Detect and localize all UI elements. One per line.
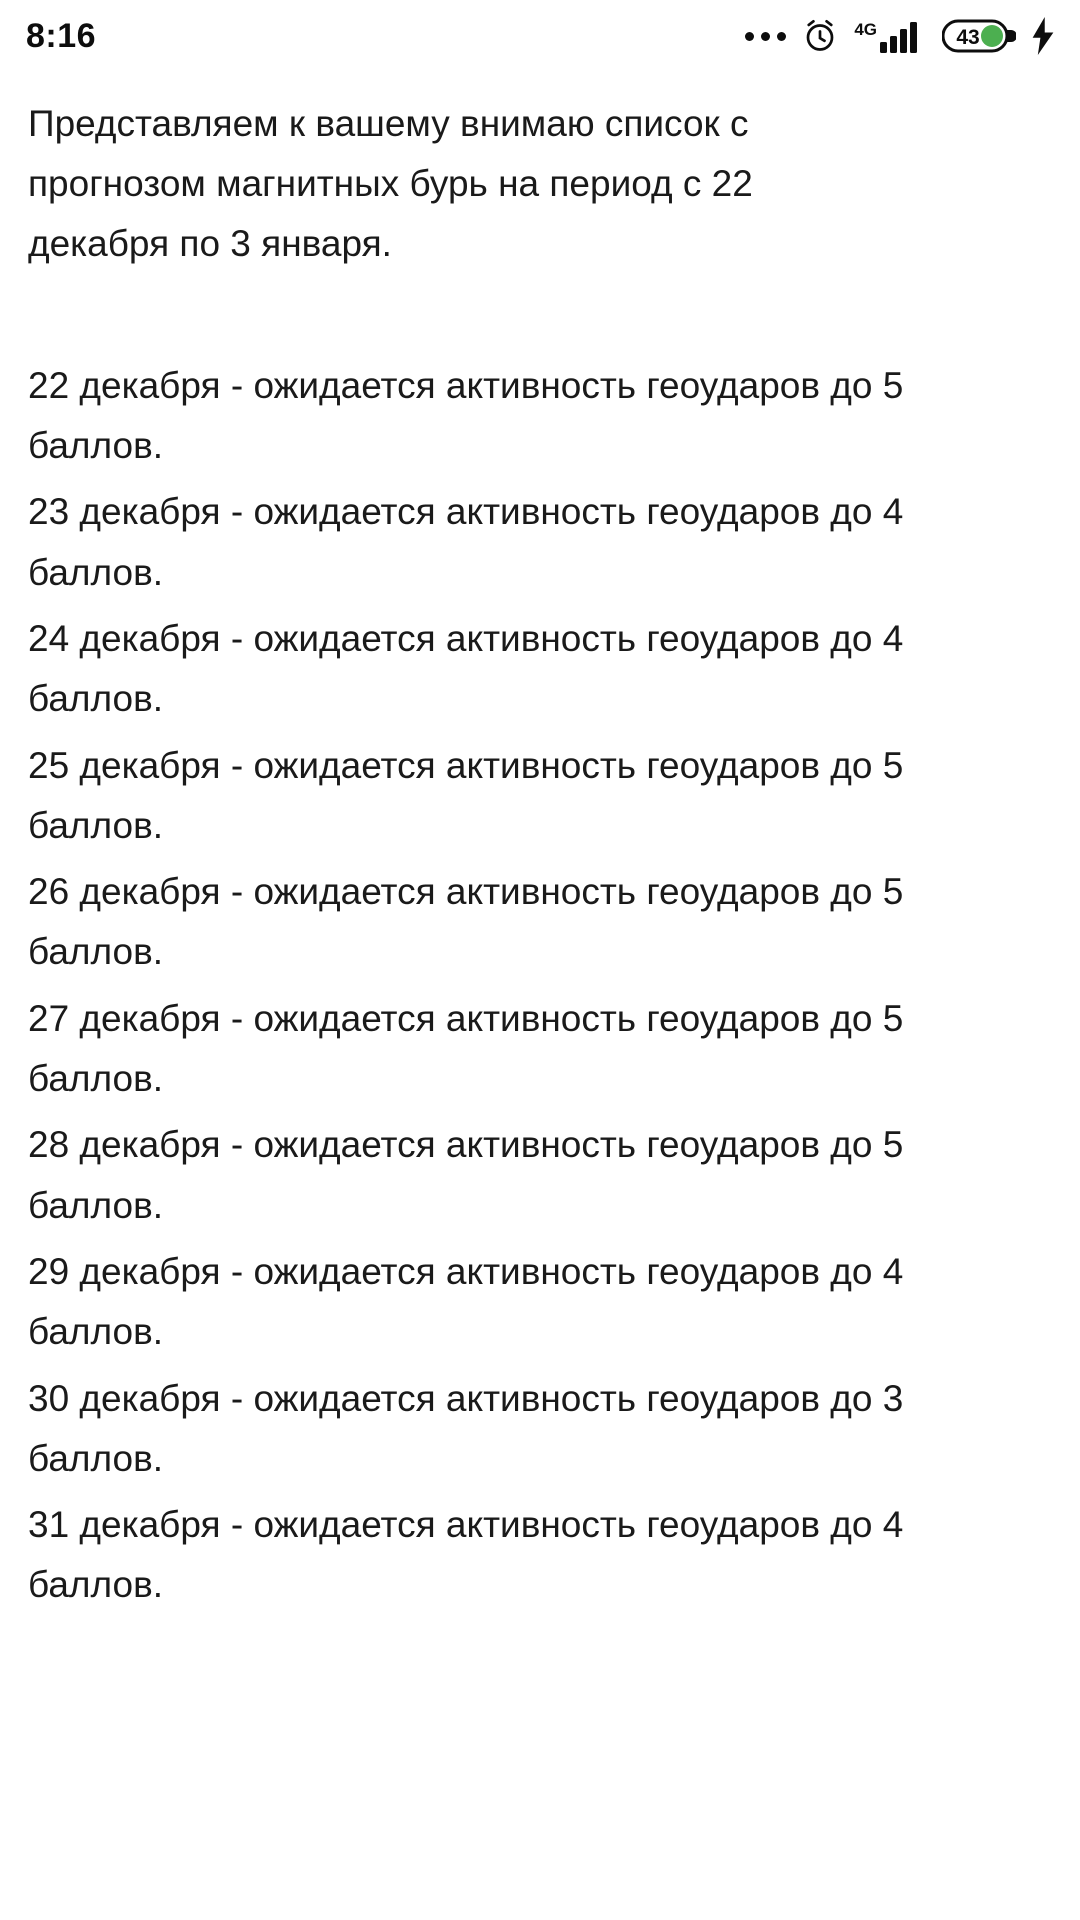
charging-bolt-icon	[1032, 17, 1054, 55]
forecast-list	[28, 356, 1052, 1616]
more-dots-icon	[745, 32, 786, 41]
status-bar	[0, 0, 1080, 72]
list-item: 27 декабря - ожидается активность геоударов до 5 баллов.	[28, 997, 904, 1100]
paragraph-spacer	[28, 282, 1052, 356]
list-item: 23 декабря - ожидается активность геоударов до 4 баллов.	[28, 491, 904, 593]
article-intro-text: Представляем к вашему внимаю список с прогнозом магнитных бурь на период с 22 декабря по 3 января.	[28, 103, 753, 264]
list-item: 29 декабря - ожидается активность геоударов до 4 баллов.	[28, 1250, 904, 1353]
battery-percent-label: 43	[956, 26, 980, 49]
battery-icon	[942, 17, 1016, 55]
list-item: 30 декабря - ожидается активность геоударов до 3 баллов.	[28, 1377, 904, 1479]
list-item: 24 декабря - ожидается активность геоударов до 4 баллов.	[28, 618, 904, 720]
list-item: 25 декабря - ожидается активность геоударов до 5 баллов.	[28, 744, 904, 846]
list-item: 22 декабря - ожидается активность геоударов до 5 баллов.	[28, 364, 904, 467]
article-content	[0, 72, 1080, 1616]
status-bar-clock: 8:16	[26, 16, 97, 55]
list-item: 26 декабря - ожидается активность геоударов до 5 баллов.	[28, 871, 904, 973]
list-item: 31 декабря - ожидается активность геоударов до 4 баллов.	[28, 1504, 904, 1606]
signal-bars-icon	[854, 18, 926, 54]
list-item: 28 декабря - ожидается активность геоударов до 5 баллов.	[28, 1124, 904, 1226]
alarm-clock-icon	[802, 18, 838, 54]
network-type-label: 4G	[854, 20, 877, 39]
status-bar-icons	[745, 17, 1054, 55]
